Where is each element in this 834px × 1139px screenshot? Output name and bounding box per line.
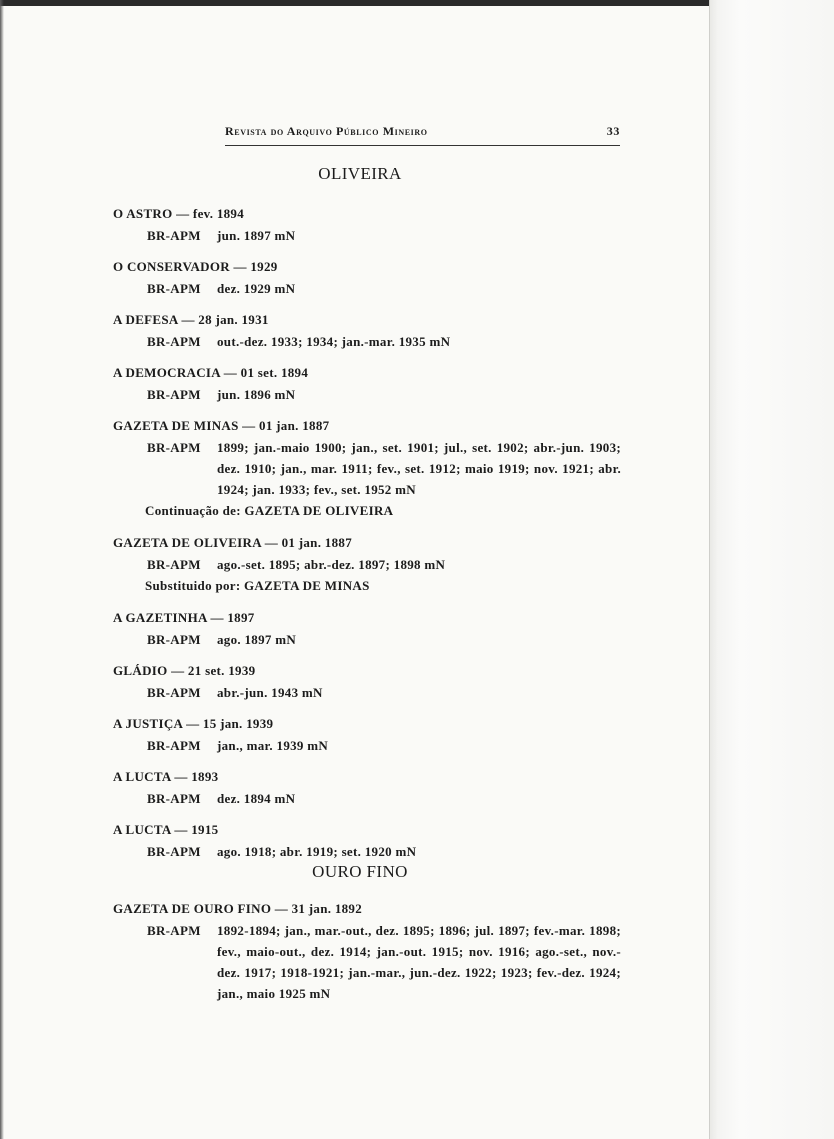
entry — [113, 203, 633, 246]
entry-title: GLÁDIO — 21 set. 1939 — [113, 663, 256, 678]
left-binding-shadow — [0, 0, 4, 1139]
holding-code: BR-APM — [147, 632, 201, 647]
holding-code: BR-APM — [147, 738, 201, 753]
holding-code: BR-APM — [147, 923, 201, 938]
holding-code: BR-APM — [147, 387, 201, 402]
holding-text: out.-dez. 1933; 1934; jan.-mar. 1935 mN — [217, 334, 451, 349]
holding-code: BR-APM — [147, 685, 201, 700]
holding-text: jan., mar. 1939 mN — [217, 738, 329, 753]
continuation-note: Continuação de: GAZETA DE OLIVEIRA — [145, 503, 394, 518]
holding — [113, 554, 633, 575]
entry — [113, 766, 633, 809]
holding — [113, 735, 633, 756]
running-title: Revista do Arquivo Público Mineiro — [225, 124, 428, 138]
entry-title: A DEFESA — 28 jan. 1931 — [113, 312, 269, 327]
entry-title: A GAZETINHA — 1897 — [113, 610, 255, 625]
holding — [113, 437, 633, 500]
entry — [113, 532, 633, 597]
holding — [113, 384, 633, 405]
section-title-ouro-fino: OURO FINO — [312, 862, 408, 881]
entry — [113, 415, 633, 522]
entry — [113, 607, 633, 650]
entry-title: O ASTRO — fev. 1894 — [113, 206, 245, 221]
holding — [113, 629, 633, 650]
replacement-note: Substituido por: GAZETA DE MINAS — [145, 578, 370, 593]
entry — [113, 898, 633, 1004]
holding-text: ago. 1918; abr. 1919; set. 1920 mN — [217, 844, 417, 859]
holding — [113, 841, 633, 862]
holding-text: 1899; jan.-maio 1900; jan., set. 1901; jul., set. 1902; abr.-jun. 1903; dez. 1910; jan., mar. 1911; fev., set. 1912; maio 1919; nov. 1921; abr. 1924; jan. 1933; fev., set. 1952 mN — [217, 440, 621, 497]
holding-text: abr.-jun. 1943 mN — [217, 685, 323, 700]
holding-code: BR-APM — [147, 440, 201, 455]
running-header — [225, 124, 620, 139]
holding-text: 1892-1894; jan., mar.-out., dez. 1895; 1896; jul. 1897; fev.-mar. 1898; fev., maio-out., dez. 1914; jan.-out. 1915; nov. 1916; ago.-set., nov.-dez. 1917; 1918-1921; jan.-mar., jun.-dez. 1922; 1923; fev.-dez. 1924; jan., maio 1925 mN — [217, 923, 621, 1001]
entry — [113, 256, 633, 299]
entry-title: A JUSTIÇA — 15 jan. 1939 — [113, 716, 274, 731]
holding-code: BR-APM — [147, 228, 201, 243]
holding-code: BR-APM — [147, 557, 201, 572]
entries-ouro-fino — [113, 898, 633, 1014]
entry-title: A DEMOCRACIA — 01 set. 1894 — [113, 365, 309, 380]
header-rule — [225, 145, 620, 146]
entry-title: GAZETA DE OLIVEIRA — 01 jan. 1887 — [113, 535, 353, 550]
adjacent-page-edge — [709, 0, 834, 1139]
entry-title: A LUCTA — 1915 — [113, 822, 219, 837]
entry-title: GAZETA DE OURO FINO — 31 jan. 1892 — [113, 901, 363, 916]
holding — [113, 682, 633, 703]
holding — [113, 920, 633, 1004]
holding-code: BR-APM — [147, 281, 201, 296]
holding-text: dez. 1894 mN — [217, 791, 296, 806]
entry-title: O CONSERVADOR — 1929 — [113, 259, 278, 274]
entry — [113, 362, 633, 405]
page-number: 33 — [606, 124, 620, 138]
entry — [113, 819, 633, 862]
entry-title: A LUCTA — 1893 — [113, 769, 219, 784]
holding-text: ago. 1897 mN — [217, 632, 297, 647]
entry — [113, 713, 633, 756]
entry-title: GAZETA DE MINAS — 01 jan. 1887 — [113, 418, 330, 433]
holding-text: jun. 1896 mN — [217, 387, 296, 402]
holding — [113, 331, 633, 352]
top-edge-shadow — [0, 0, 720, 6]
entry — [113, 660, 633, 703]
section-title-oliveira: OLIVEIRA — [318, 164, 402, 183]
holding-code: BR-APM — [147, 334, 201, 349]
holding-code: BR-APM — [147, 844, 201, 859]
holding-text: jun. 1897 mN — [217, 228, 296, 243]
holding — [113, 225, 633, 246]
holding — [113, 278, 633, 299]
entry — [113, 309, 633, 352]
holding-code: BR-APM — [147, 791, 201, 806]
holding-text: dez. 1929 mN — [217, 281, 296, 296]
entries-oliveira — [113, 203, 633, 872]
holding — [113, 788, 633, 809]
holding-text: ago.-set. 1895; abr.-dez. 1897; 1898 mN — [217, 557, 446, 572]
